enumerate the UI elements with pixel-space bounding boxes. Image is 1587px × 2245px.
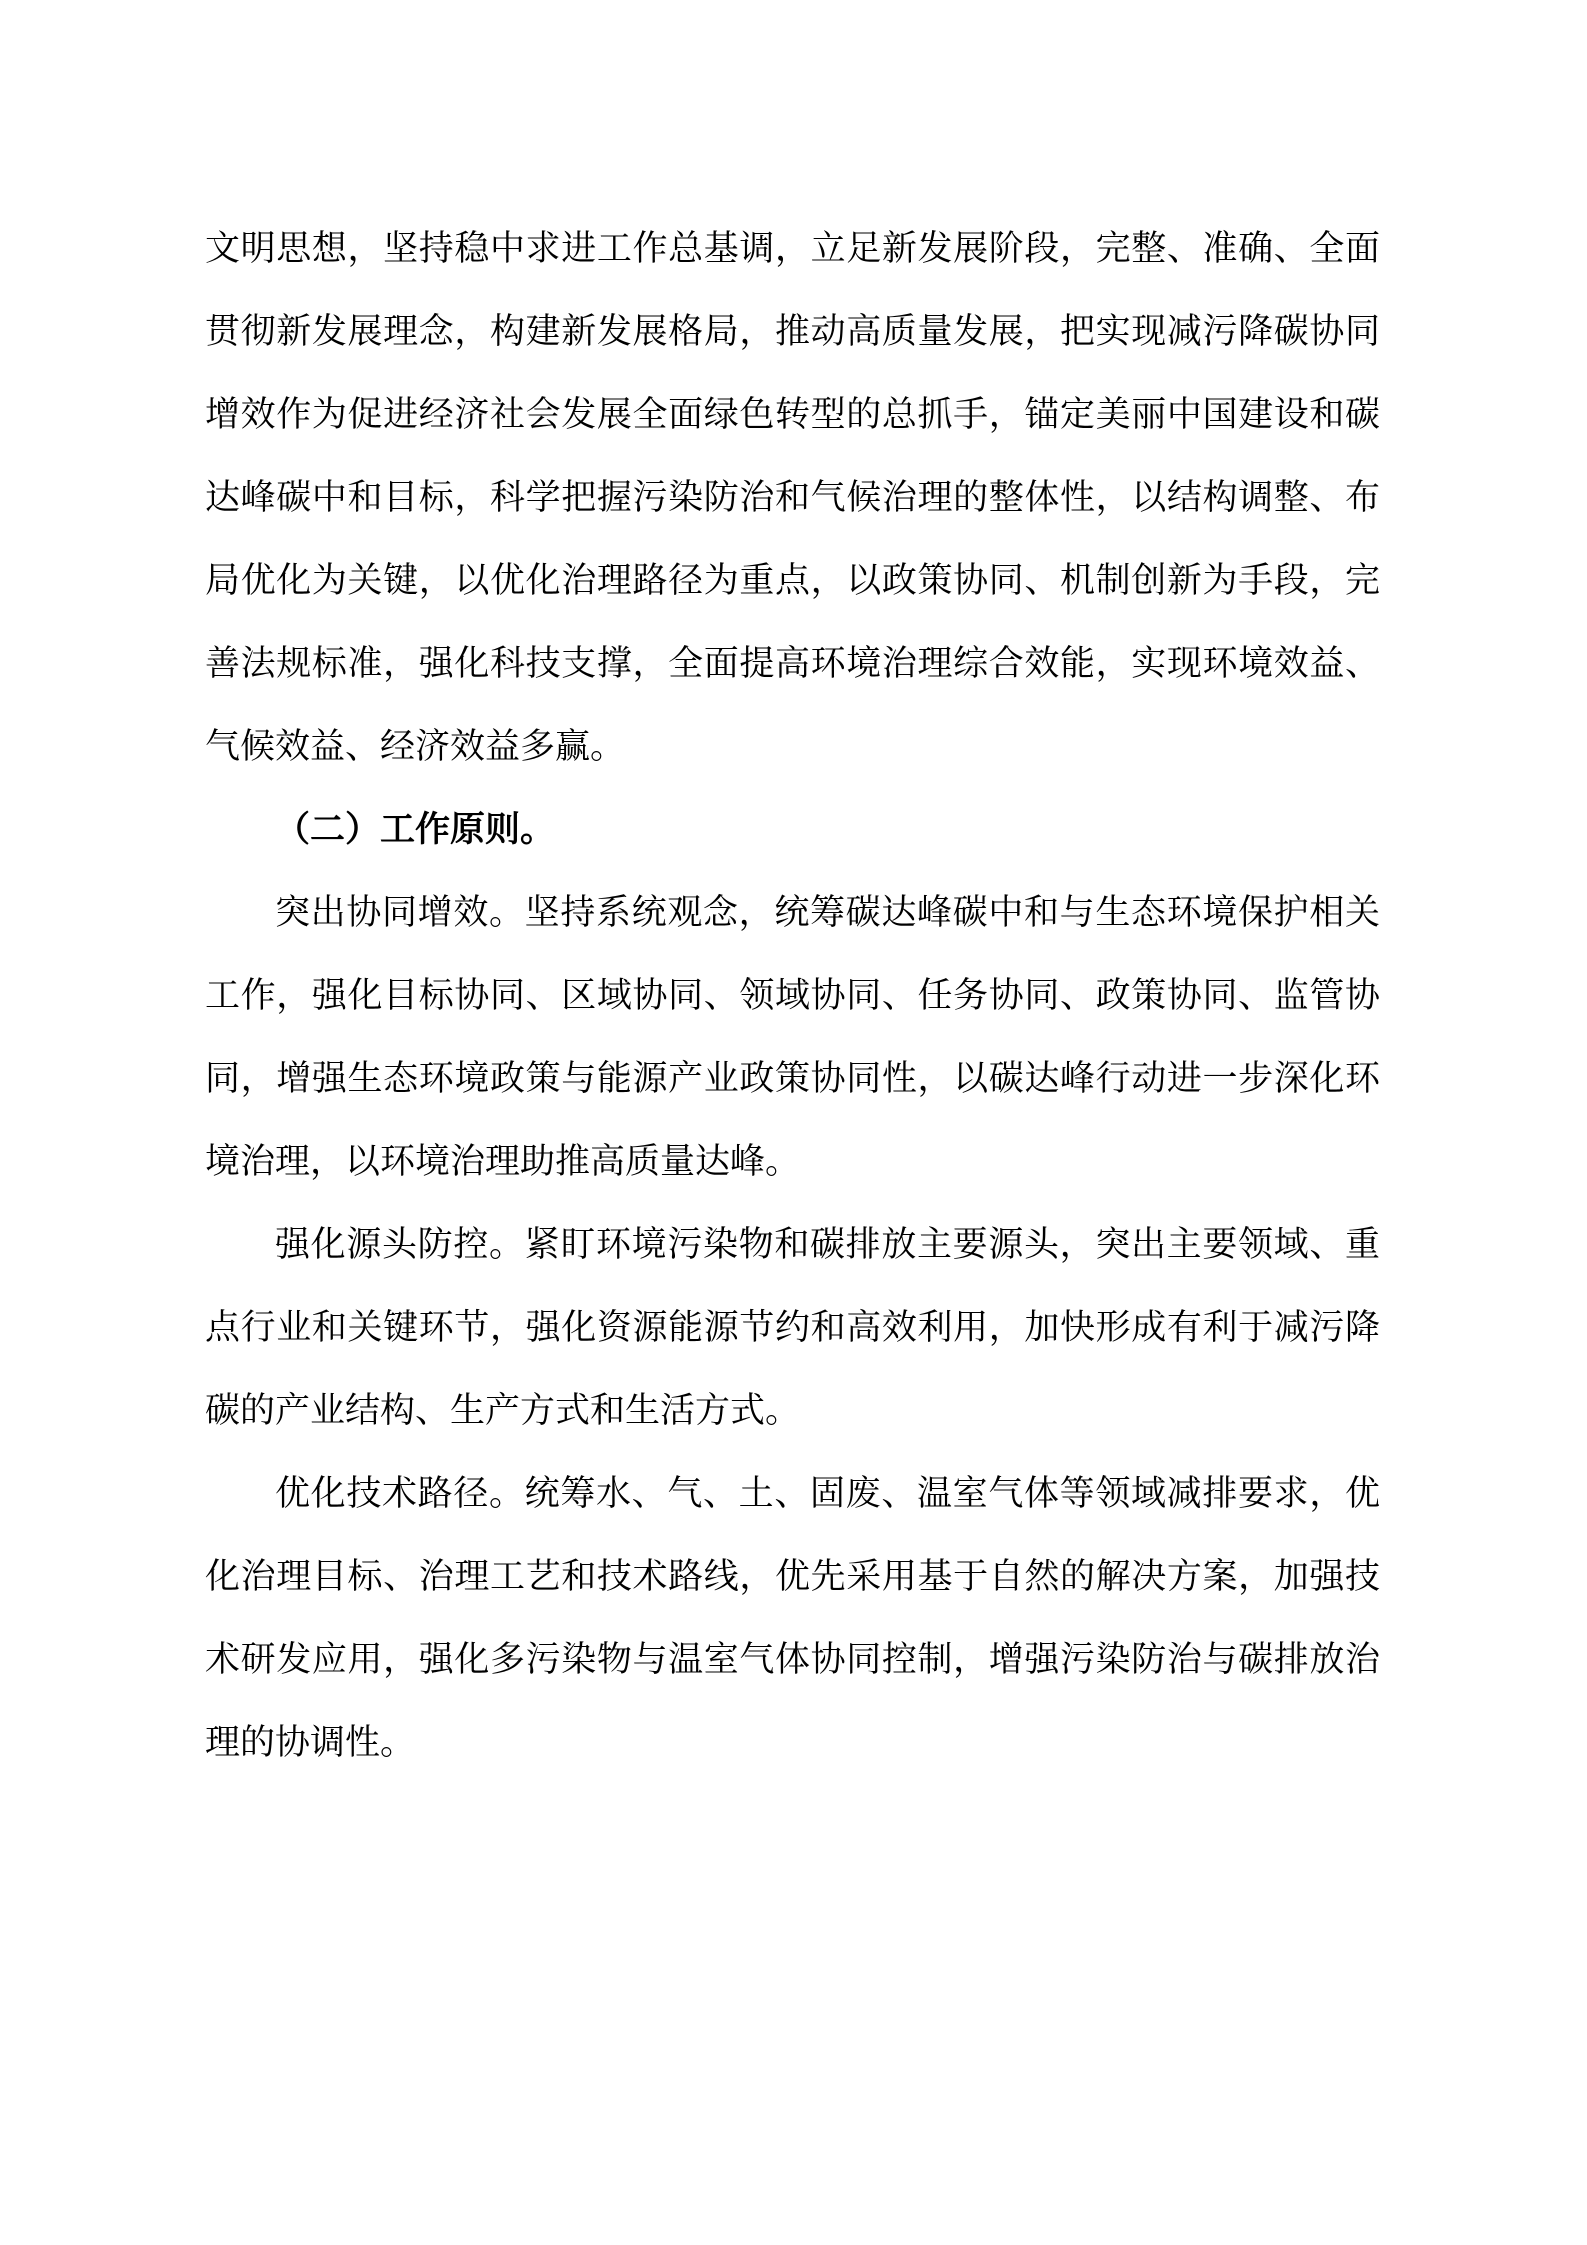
text-line: 工作，强化目标协同、区域协同、领域协同、任务协同、政策协同、监管协 [205, 976, 1380, 1015]
text-line: 化治理目标、治理工艺和技术路线，优先采用基于自然的解决方案，加强技 [205, 1557, 1380, 1596]
text-line: 善法规标准，强化科技支撑，全面提高环境治理综合效能，实现环境效益、 [205, 644, 1380, 683]
text-line: 强化源头防控。紧盯环境污染物和碳排放主要源头，突出主要领域、重 [275, 1225, 1380, 1264]
section-heading: （二）工作原则。 [275, 810, 556, 849]
text-line: 优化技术路径。统筹水、气、土、固废、温室气体等领域减排要求，优 [275, 1474, 1380, 1513]
text-line: 气候效益、经济效益多赢。 [205, 727, 626, 766]
text-line: 理的协调性。 [205, 1723, 416, 1762]
text-line: 点行业和关键环节，强化资源能源节约和高效利用，加快形成有利于减污降 [205, 1308, 1380, 1347]
document-body [205, 207, 1380, 1784]
text-line: 碳的产业结构、生产方式和生活方式。 [205, 1391, 801, 1430]
text-line: 贯彻新发展理念，构建新发展格局，推动高质量发展，把实现减污降碳协同 [205, 312, 1380, 351]
text-line: 达峰碳中和目标，科学把握污染防治和气候治理的整体性，以结构调整、布 [205, 478, 1380, 517]
text-line: 术研发应用，强化多污染物与温室气体协同控制，增强污染防治与碳排放治 [205, 1640, 1380, 1679]
text-line: 同，增强生态环境政策与能源产业政策协同性，以碳达峰行动进一步深化环 [205, 1059, 1380, 1098]
text-line: 增效作为促进经济社会发展全面绿色转型的总抓手，锚定美丽中国建设和碳 [205, 395, 1380, 434]
text-line: 境治理，以环境治理助推高质量达峰。 [205, 1142, 801, 1181]
text-line: 突出协同增效。坚持系统观念，统筹碳达峰碳中和与生态环境保护相关 [275, 893, 1380, 932]
text-line: 文明思想，坚持稳中求进工作总基调，立足新发展阶段，完整、准确、全面 [205, 229, 1380, 268]
text-line: 局优化为关键，以优化治理路径为重点，以政策协同、机制创新为手段，完 [205, 561, 1380, 600]
